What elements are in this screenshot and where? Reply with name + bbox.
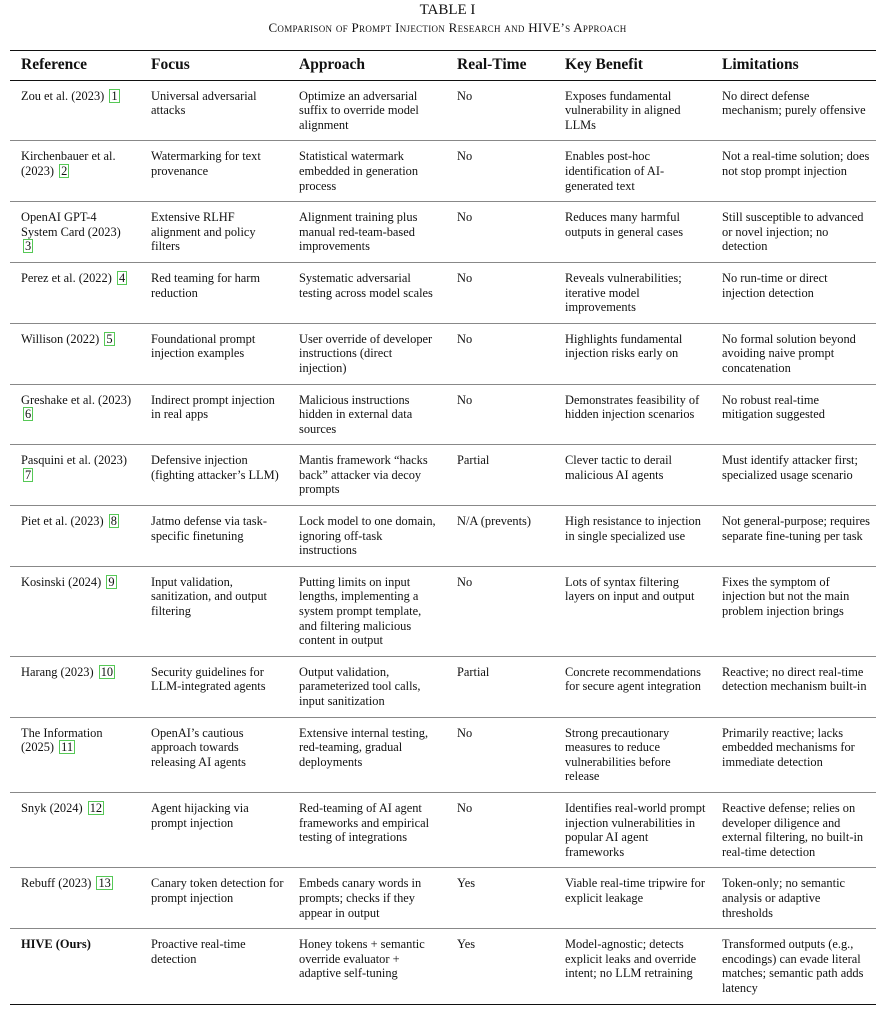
reference-cell — [10, 929, 140, 1004]
reference-cell — [10, 656, 140, 717]
focus-cell: Canary token detection for prompt injection — [140, 868, 288, 929]
key-benefit-cell: Concrete recommendations for secure agent integration — [554, 656, 711, 717]
citation-link[interactable]: 6 — [25, 407, 32, 422]
real-time-cell: No — [446, 717, 554, 792]
real-time-cell: No — [446, 80, 554, 141]
focus-cell: Universal adversarial attacks — [140, 80, 288, 141]
table-row — [10, 868, 876, 929]
reference-cell — [10, 323, 140, 384]
table-row — [10, 717, 876, 792]
citation-link[interactable]: 1 — [111, 88, 118, 103]
header-focus: Focus — [140, 51, 288, 81]
table-header-row — [10, 51, 876, 81]
real-time-cell: No — [446, 141, 554, 202]
real-time-cell: No — [446, 566, 554, 656]
reference-name: Willison (2022) — [21, 331, 100, 346]
approach-cell: Lock model to one domain, ignoring off-task instructions — [288, 506, 446, 567]
key-benefit-cell: Highlights fundamental injection risks early on — [554, 323, 711, 384]
reference-name: Kosinski (2024) — [21, 574, 102, 589]
real-time-cell: No — [446, 202, 554, 263]
citation-link[interactable]: 10 — [100, 664, 114, 679]
reference-name: The Information (2025) — [21, 725, 103, 755]
limitations-cell: Reactive defense; relies on developer diligence and external filtering, no built-in real-time detection — [711, 792, 876, 867]
reference-cell — [10, 506, 140, 567]
focus-cell: OpenAI’s cautious approach towards releasing AI agents — [140, 717, 288, 792]
citation-link[interactable]: 8 — [110, 514, 117, 529]
reference-cell — [10, 384, 140, 445]
real-time-cell: N/A (prevents) — [446, 506, 554, 567]
reference-cell — [10, 141, 140, 202]
key-benefit-cell: High resistance to injection in single specialized use — [554, 506, 711, 567]
reference-name: Harang (2023) — [21, 664, 94, 679]
reference-name: OpenAI GPT-4 System Card (2023) — [21, 210, 121, 239]
reference-cell — [10, 445, 140, 506]
reference-name: Piet et al. (2023) — [21, 514, 104, 529]
real-time-cell: No — [446, 792, 554, 867]
reference-cell — [10, 202, 140, 263]
table-row — [10, 506, 876, 567]
citation-link[interactable]: 4 — [118, 270, 126, 285]
key-benefit-cell: Reveals vulnerabilities; iterative model improvements — [554, 262, 711, 323]
real-time-cell: Partial — [446, 445, 554, 506]
limitations-cell: Still susceptible to advanced or novel injection; no detection — [711, 202, 876, 263]
table-row — [10, 202, 876, 263]
approach-cell: Embeds canary words in prompts; checks if they appear in output — [288, 868, 446, 929]
limitations-cell: Reactive; no direct real-time detection mechanism built-in — [711, 656, 876, 717]
approach-cell: Statistical watermark embedded in generation process — [288, 141, 446, 202]
real-time-cell: No — [446, 323, 554, 384]
citation-link[interactable]: 13 — [98, 876, 111, 891]
approach-cell: Malicious instructions hidden in external data sources — [288, 384, 446, 445]
reference-name: Kirchenbauer et al. (2023) — [21, 149, 116, 178]
reference-cell — [10, 868, 140, 929]
table-row — [10, 141, 876, 202]
limitations-cell: Fixes the symptom of injection but not the main problem injection brings — [711, 566, 876, 656]
table-row — [10, 656, 876, 717]
header-key-benefit: Key Benefit — [554, 51, 711, 81]
limitations-cell: No robust real-time mitigation suggested — [711, 384, 876, 445]
reference-name: Zou et al. (2023) — [21, 88, 105, 103]
key-benefit-cell: Strong precautionary measures to reduce vulnerabilities before release — [554, 717, 711, 792]
limitations-cell: Primarily reactive; lacks embedded mechanisms for immediate detection — [711, 717, 876, 792]
reference-name: Greshake et al. (2023) — [21, 392, 132, 407]
approach-cell: Optimize an adversarial suffix to override model alignment — [288, 80, 446, 141]
reference-name: Snyk (2024) — [21, 800, 83, 815]
key-benefit-cell: Model-agnostic; detects explicit leaks and override intent; no LLM retraining — [554, 929, 711, 1004]
focus-cell: Agent hijacking via prompt injection — [140, 792, 288, 867]
limitations-cell: No run-time or direct injection detection — [711, 262, 876, 323]
reference-cell — [10, 717, 140, 792]
limitations-cell: Must identify attacker first; specialized usage scenario — [711, 445, 876, 506]
header-approach: Approach — [288, 51, 446, 81]
focus-cell: Watermarking for text provenance — [140, 141, 288, 202]
key-benefit-cell: Enables post-hoc identification of AI-generated text — [554, 141, 711, 202]
citation-link[interactable]: 3 — [25, 239, 32, 254]
limitations-cell: Token-only; no semantic analysis or adaptive thresholds — [711, 868, 876, 929]
focus-cell: Indirect prompt injection in real apps — [140, 384, 288, 445]
limitations-cell: Not general-purpose; requires separate fine-tuning per task — [711, 506, 876, 567]
focus-cell: Input validation, sanitization, and output filtering — [140, 566, 288, 656]
approach-cell: Alignment training plus manual red-team-based improvements — [288, 202, 446, 263]
real-time-cell: No — [446, 384, 554, 445]
table-row — [10, 792, 876, 867]
approach-cell: Output validation, parameterized tool calls, input sanitization — [288, 656, 446, 717]
real-time-cell: No — [446, 262, 554, 323]
real-time-cell: Partial — [446, 656, 554, 717]
citation-link[interactable]: 2 — [61, 163, 68, 178]
limitations-cell: No direct defense mechanism; purely offensive — [711, 80, 876, 141]
citation-link[interactable]: 5 — [106, 331, 113, 346]
focus-cell: Red teaming for harm reduction — [140, 262, 288, 323]
table-row — [10, 445, 876, 506]
header-limitations: Limitations — [711, 51, 876, 81]
limitations-cell: No formal solution beyond avoiding naive prompt concatenation — [711, 323, 876, 384]
citation-link[interactable]: 7 — [25, 467, 32, 482]
limitations-cell: Transformed outputs (e.g., encodings) can evade literal matches; semantic path adds latency — [711, 929, 876, 1004]
reference-name: Pasquini et al. (2023) — [21, 453, 127, 468]
reference-cell — [10, 566, 140, 656]
key-benefit-cell: Exposes fundamental vulnerability in aligned LLMs — [554, 80, 711, 141]
table-row — [10, 566, 876, 656]
header-reference: Reference — [10, 51, 140, 81]
key-benefit-cell: Reduces many harmful outputs in general cases — [554, 202, 711, 263]
table-row — [10, 262, 876, 323]
focus-cell: Defensive injection (fighting attacker’s LLM) — [140, 445, 288, 506]
approach-cell: User override of developer instructions (direct injection) — [288, 323, 446, 384]
key-benefit-cell: Viable real-time tripwire for explicit leakage — [554, 868, 711, 929]
approach-cell: Putting limits on input lengths, implementing a system prompt template, and filtering malicious content in output — [288, 566, 446, 656]
approach-cell: Systematic adversarial testing across model scales — [288, 262, 446, 323]
reference-name: HIVE (Ours) — [21, 937, 91, 952]
real-time-cell: Yes — [446, 929, 554, 1004]
table-number: TABLE I — [419, 2, 476, 18]
table-row — [10, 929, 876, 1004]
reference-name: Rebuff (2023) — [21, 876, 92, 891]
approach-cell: Mantis framework “hacks back” attacker via decoy prompts — [288, 445, 446, 506]
focus-cell: Extensive RLHF alignment and policy filters — [140, 202, 288, 263]
limitations-cell: Not a real-time solution; does not stop prompt injection — [711, 141, 876, 202]
header-real-time: Real-Time — [446, 51, 554, 81]
table-row — [10, 323, 876, 384]
table-body — [10, 80, 876, 1004]
approach-cell: Red-teaming of AI agent frameworks and empirical testing of integrations — [288, 792, 446, 867]
key-benefit-cell: Lots of syntax filtering layers on input and output — [554, 566, 711, 656]
table-row — [10, 80, 876, 141]
focus-cell: Jatmo defense via task-specific finetuning — [140, 506, 288, 567]
focus-cell: Proactive real-time detection — [140, 929, 288, 1004]
reference-cell — [10, 262, 140, 323]
reference-cell — [10, 792, 140, 867]
focus-cell: Foundational prompt injection examples — [140, 323, 288, 384]
table-caption — [0, 0, 895, 36]
comparison-table — [10, 50, 876, 1005]
key-benefit-cell: Clever tactic to derail malicious AI agents — [554, 445, 711, 506]
citation-link[interactable]: 9 — [108, 574, 115, 589]
real-time-cell: Yes — [446, 868, 554, 929]
table-title: Comparison of Prompt Injection Research and HIVE’s Approach — [268, 20, 627, 35]
reference-name: Perez et al. (2022) — [21, 270, 112, 285]
reference-cell — [10, 80, 140, 141]
focus-cell: Security guidelines for LLM-integrated agents — [140, 656, 288, 717]
approach-cell: Extensive internal testing, red-teaming, gradual deployments — [288, 717, 446, 792]
key-benefit-cell: Demonstrates feasibility of hidden injection scenarios — [554, 384, 711, 445]
key-benefit-cell: Identifies real-world prompt injection vulnerabilities in popular AI agent frameworks — [554, 792, 711, 867]
approach-cell: Honey tokens + semantic override evaluator + adaptive self-tuning — [288, 929, 446, 1004]
citation-link[interactable]: 11 — [61, 740, 74, 755]
citation-link[interactable]: 12 — [89, 800, 103, 815]
table-row — [10, 384, 876, 445]
